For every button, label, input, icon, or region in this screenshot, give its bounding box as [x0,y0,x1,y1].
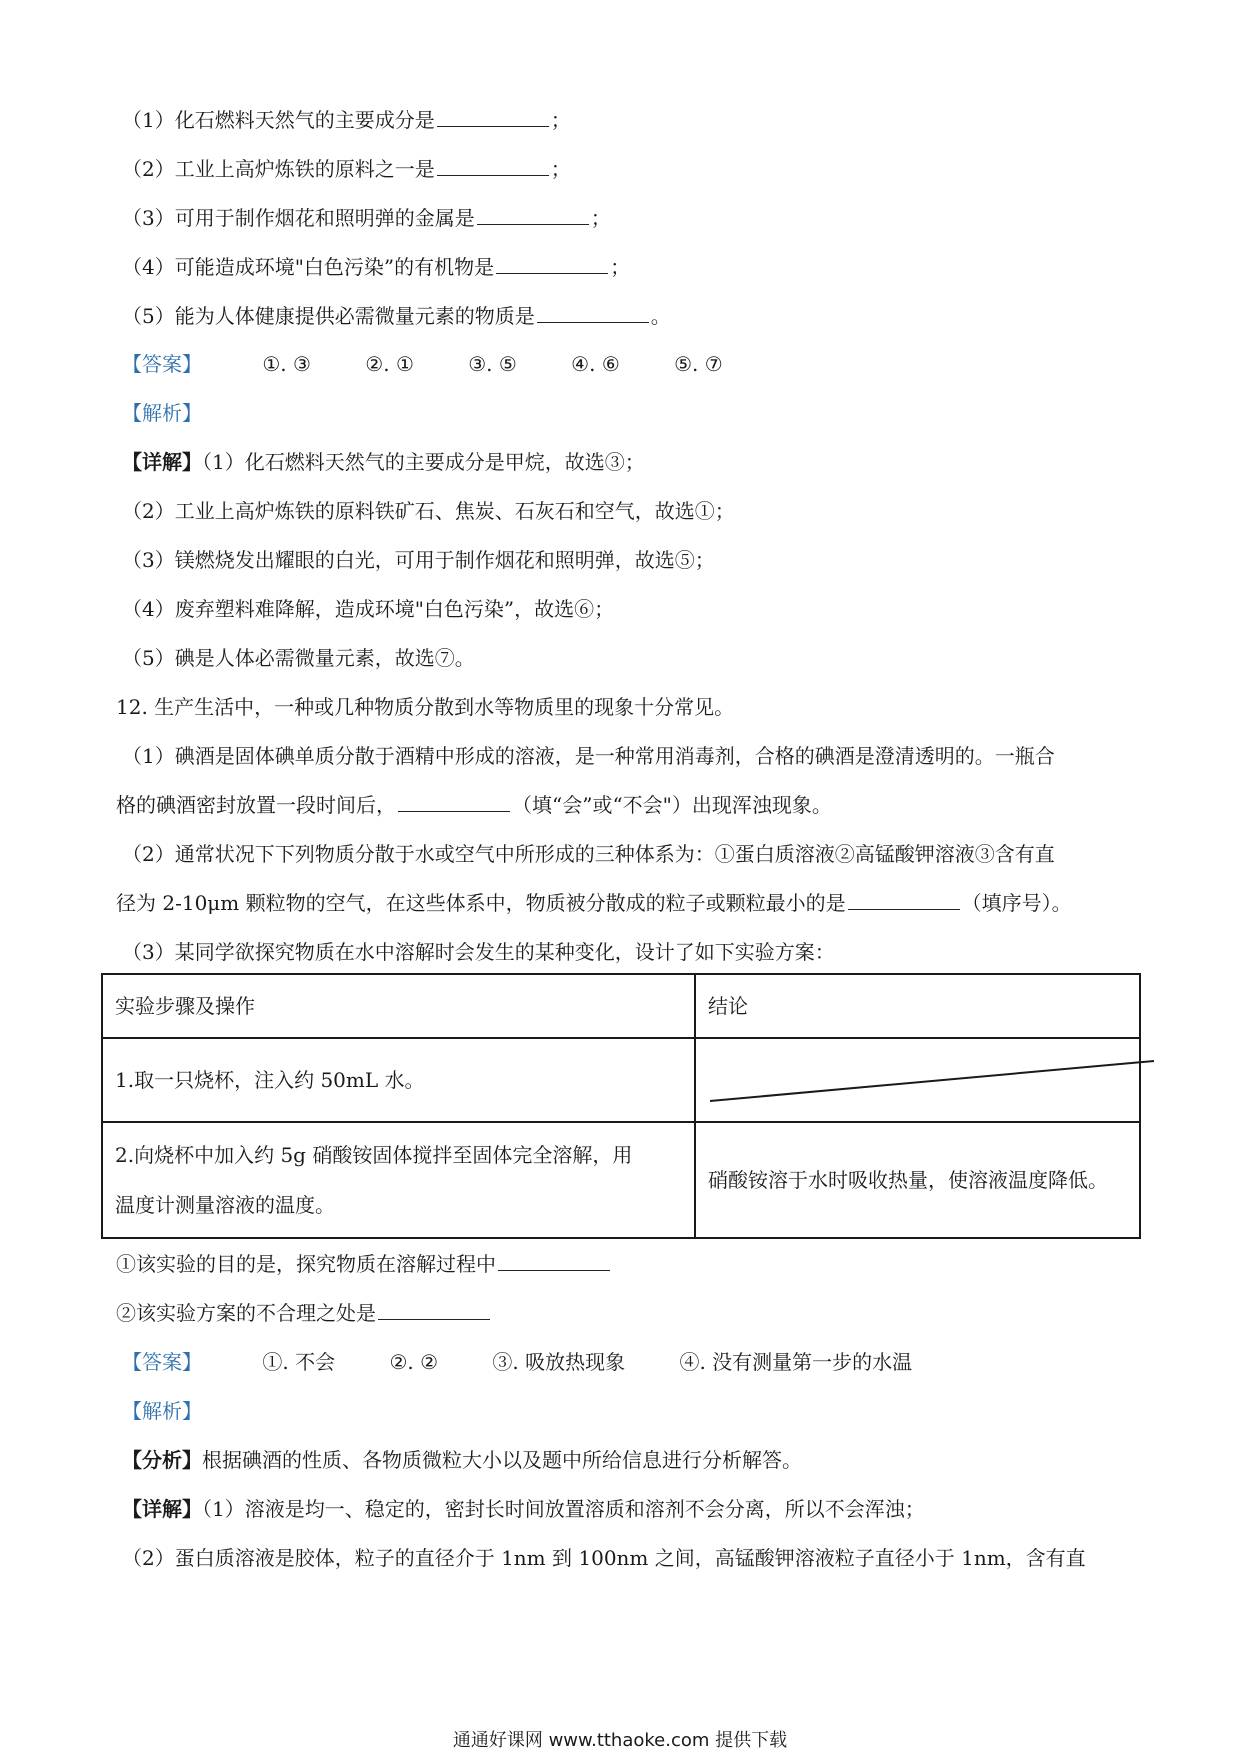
answer-item: ②. ② [389,1350,439,1374]
table-cell-step1-conclusion [695,1038,1140,1122]
q12-part2-line2 [116,889,1072,917]
detail-label: 【详解】 [122,1497,202,1521]
q11-line-3 [122,204,611,232]
table-cell-step2 [102,1122,695,1238]
fenxi-label: 【分析】 [122,1448,202,1472]
answer-label: 【答案】 [122,1350,202,1374]
q12-detail-1 [122,1495,925,1523]
table-header-conclusion: 结论 [695,974,1140,1038]
q12-sub2-text: ②该实验方案的不合理之处是 [116,1301,376,1325]
q11-detail-2: （2）工业上高炉炼铁的原料铁矿石、焦炭、石灰石和空气，故选①； [122,499,735,523]
q11-line-2-punct: ； [550,157,571,181]
answer-item: ②. ① [365,352,414,376]
answer-blank [537,302,649,323]
answer-item: ③. ⑤ [468,352,517,376]
q12-part3-intro: （3）某同学欲探究物质在水中溶解时会发生的某种变化，设计了如下实验方案： [122,940,835,964]
answer-item: ①. ③ [262,352,311,376]
q12-sub2 [116,1299,492,1327]
q11-line-2 [122,155,571,183]
q11-line-1-punct: ； [550,108,571,132]
table-cell-step1: 1.取一只烧杯，注入约 50mL 水。 [102,1038,695,1122]
experiment-table [101,973,1141,1239]
answer-blank [378,1299,490,1320]
answer-blank [398,791,510,812]
fenxi-text: 根据碘酒的性质、各物质微粒大小以及题中所给信息进行分析解答。 [202,1448,802,1472]
q12-sub1-text: ①该实验的目的是，探究物质在溶解过程中 [116,1252,496,1276]
answer-blank [437,155,549,176]
table-header-steps: 实验步骤及操作 [102,974,695,1038]
answer-blank [437,106,549,127]
q12-part2-line2-text: 径为 2-10μm 颗粒物的空气，在这些体系中，物质被分散成的粒子或颗粒最小的是 [116,891,846,915]
q11-line-4-text: （4）可能造成环境"白色污染”的有机物是 [122,255,495,279]
table-row [102,1038,1140,1122]
q12-part1-line2 [116,791,832,819]
detail-label: 【详解】 [122,450,202,474]
detail-text: （1）溶液是均一、稳定的，密封长时间放置溶质和溶剂不会分离，所以不会浑浊； [202,1497,925,1521]
answer-blank [498,1250,610,1271]
answer-item: ①. 不会 [262,1350,336,1374]
q12-part2-line1: （2）通常状况下下列物质分散于水或空气中所形成的三种体系为：①蛋白质溶液②高锰酸钾溶液③含有直 [122,842,1055,866]
table-cell-step2-conclusion: 硝酸铵溶于水时吸收热量，使溶液温度降低。 [695,1122,1140,1238]
table-row [102,974,1140,1038]
answer-item: ③. 吸放热现象 [492,1350,626,1374]
q12-title: 12. 生产生活中，一种或几种物质分散到水等物质里的现象十分常见。 [116,695,735,719]
q12-answer-row [122,1348,912,1376]
q12-part2-line2-tail: （填序号）。 [961,891,1072,915]
answer-item: ⑤. ⑦ [674,352,723,376]
q12-sub1 [116,1250,612,1278]
table-row [102,1122,1140,1238]
q11-line-5 [122,302,671,330]
q11-line-1-text: （1）化石燃料天然气的主要成分是 [122,108,435,132]
q11-analysis-label: 【解析】 [122,401,202,425]
page-footer: 通通好课网 www.tthaoke.com 提供下载 [452,1730,788,1751]
q12-analysis-label: 【解析】 [122,1399,202,1423]
q11-answer-row [122,350,723,378]
q11-line-3-punct: ； [590,206,611,230]
q12-part1-line2-text: 格的碘酒密封放置一段时间后， [116,793,396,817]
table-cell-step2-line1: 2.向烧杯中加入约 5g 硝酸铵固体搅拌至固体完全溶解，用 [115,1143,633,1167]
q11-detail-5: （5）碘是人体必需微量元素，故选⑦。 [122,646,475,670]
answer-blank [477,204,589,225]
q11-line-1 [122,106,571,134]
q11-line-4 [122,253,630,281]
q11-line-2-text: （2）工业上高炉炼铁的原料之一是 [122,157,435,181]
diagonal-strike-line [696,1039,1166,1121]
q11-detail-1 [122,448,645,476]
q11-detail-4: （4）废弃塑料难降解，造成环境"白色污染”，故选⑥； [122,597,615,621]
answer-label: 【答案】 [122,352,202,376]
answer-blank [496,253,608,274]
q12-fenxi [122,1446,802,1474]
q12-part1-line2-tail: （填“会”或“不会"）出现浑浊现象。 [512,793,832,817]
answer-item: ④. ⑥ [571,352,620,376]
q11-line-3-text: （3）可用于制作烟花和照明弹的金属是 [122,206,475,230]
q12-detail-2: （2）蛋白质溶液是胶体，粒子的直径介于 1nm 到 100nm 之间，高锰酸钾溶液粒子直径小于 1nm，含有直 [122,1546,1086,1570]
q11-line-4-punct: ； [610,255,631,279]
answer-blank [848,889,960,910]
answer-item: ④. 没有测量第一步的水温 [679,1350,913,1374]
q11-line-5-text: （5）能为人体健康提供必需微量元素的物质是 [122,304,535,328]
q11-detail-3: （3）镁燃烧发出耀眼的白光，可用于制作烟花和照明弹，故选⑤； [122,548,715,572]
detail-text: （1）化石燃料天然气的主要成分是甲烷，故选③； [202,450,645,474]
q12-part1-line1: （1）碘酒是固体碘单质分散于酒精中形成的溶液，是一种常用消毒剂，合格的碘酒是澄清透明的。一瓶合 [122,744,1055,768]
q11-line-5-punct: 。 [650,304,671,328]
table-cell-step2-line2: 温度计测量溶液的温度。 [115,1193,335,1217]
